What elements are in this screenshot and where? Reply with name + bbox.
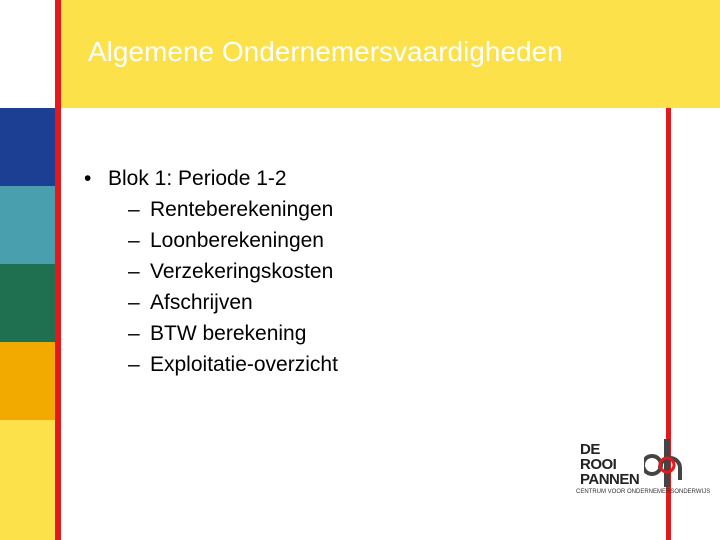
sub-item-text: Verzekeringskosten xyxy=(150,260,334,283)
sub-item-text: BTW berekening xyxy=(150,322,307,345)
sub-item-text: Afschrijven xyxy=(150,291,253,314)
color-strip-teal xyxy=(0,186,55,264)
bullet-text: Blok 1: Periode 1-2 xyxy=(108,167,287,190)
color-strip-blue xyxy=(0,108,55,186)
dash-marker: – xyxy=(128,353,140,376)
logo-emblem-icon xyxy=(644,438,690,488)
logo-line-1: DE xyxy=(580,441,600,458)
slide-title: Algemene Ondernemersvaardigheden xyxy=(88,36,563,67)
slide-content xyxy=(84,163,338,380)
dash-marker: – xyxy=(128,260,140,283)
logo-line-2: ROOI xyxy=(580,456,617,473)
logo-tagline: CENTRUM VOOR ONDERNEMERSONDERWIJS xyxy=(576,489,711,495)
sub-item xyxy=(84,256,338,287)
sub-item-text: Exploitatie-overzicht xyxy=(150,353,338,376)
sub-item xyxy=(84,349,338,380)
sub-item xyxy=(84,318,338,349)
logo-line-3: PANNEN xyxy=(580,471,640,488)
sub-item xyxy=(84,225,338,256)
dash-marker: – xyxy=(128,322,140,345)
color-strip-yellow xyxy=(0,420,55,540)
de-rooi-pannen-logo xyxy=(576,438,711,502)
sub-item xyxy=(84,194,338,225)
sub-item xyxy=(84,287,338,318)
dash-marker: – xyxy=(128,198,140,221)
dash-marker: – xyxy=(128,291,140,314)
color-strip-orange xyxy=(0,342,55,420)
color-strip-green xyxy=(0,264,55,342)
bullet-marker: • xyxy=(84,167,92,190)
dash-marker: – xyxy=(128,229,140,252)
sub-item-text: Renteberekeningen xyxy=(150,198,334,221)
bullet-item xyxy=(84,163,338,194)
color-strip-white xyxy=(0,0,55,108)
sub-item-text: Loonberekeningen xyxy=(150,229,324,252)
